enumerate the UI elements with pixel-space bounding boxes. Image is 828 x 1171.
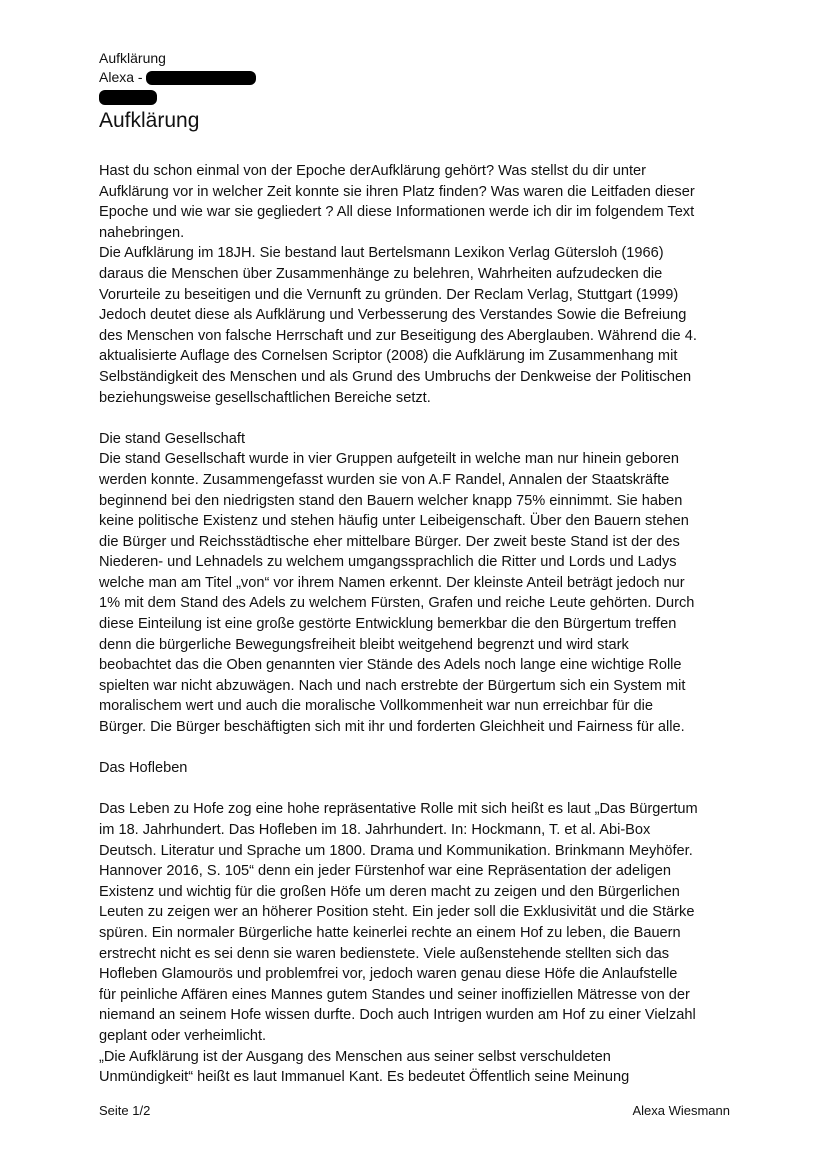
text-line: Leuten zu zeigen wer an höherer Position steht. Ein jeder soll die Exklusivität und die Stärke — [99, 904, 695, 921]
header-subject: Aufklärung — [99, 50, 166, 66]
text-line: Jedoch deutet diese als Aufklärung und Verbesserung des Verstandes Sowie die Befreiung — [99, 307, 687, 324]
text-line: erstrecht nicht es sei denn sie waren bedienstete. Viele außenstehende stellten sich das — [99, 945, 670, 962]
text-line: für peinliche Affären eines Mannes gutem Standes und seiner inoffiziellen Mätresse von der — [99, 986, 690, 1003]
text-line: daraus die Menschen über Zusammenhänge zu belehren, Wahrheiten aufzudecken die — [99, 265, 663, 282]
section-heading: Das Hofleben — [99, 760, 188, 777]
text-line: spüren. Ein normaler Bürgerliche hatte keinerlei rechte an einem Hof zu leben, die Bauern — [99, 924, 681, 941]
redaction-bar — [146, 71, 256, 85]
text-line: Epoche und wie war sie gegliedert ? All diese Informationen werde ich dir im folgendem Text — [99, 204, 695, 221]
text-line: des Menschen von falsche Herrschaft und zur Beseitigung des Aberglauben. Während die 4. — [99, 327, 697, 344]
text-line: keine politische Existenz und stehen häufig unter Leibeigenschaft. Über den Bauern stehen — [99, 513, 689, 530]
header-author-prefix: Alexa - — [99, 69, 143, 85]
section-hofleben — [99, 799, 739, 1087]
text-line: beobachtet das die Oben genannten vier Stände des Adels noch lange eine wichtige Rolle — [99, 657, 682, 674]
text-line: denn die bürgerliche Bewegungsfreiheit bleibt weitgehend begrenzt und wird stark — [99, 636, 629, 653]
text-line: Selbständigkeit des Menschen und als Grund des Umbruchs der Denkweise der Politischen — [99, 368, 692, 385]
text-line: Niederen- und Lehnadels zu welchem umgangssprachlich die Ritter und Lords und Ladys — [99, 554, 677, 571]
redaction-bar — [99, 90, 157, 105]
header-author-line — [99, 68, 256, 86]
footer-page-number: Seite 1/2 — [99, 1103, 151, 1118]
intro-paragraph — [99, 161, 739, 408]
text-line: werden konnte. Zusammengefasst wurden sie von A.F Randel, Annalen der Staatskräfte — [99, 471, 670, 488]
text-line: moralischem wert und auch die moralische Vollkommenheit war nun erreichbar für die — [99, 698, 654, 715]
text-line: geplant oder verheimlicht. — [99, 1027, 267, 1044]
text-line: spielten war nicht abzuwägen. Nach und nach erstrebte der Bürgertum sich ein System mit — [99, 677, 686, 694]
text-line: niemand an seinem Hofe wissen durfte. Doch auch Intrigen wurden am Hof zu einer Vielzahl — [99, 1007, 696, 1024]
text-line: aktualisierte Auflage des Cornelsen Scriptor (2008) die Aufklärung im Zusammenhang mit — [99, 348, 678, 365]
paragraph-gap — [99, 738, 739, 759]
text-line: Bürger. Die Bürger beschäftigten sich mit ihr und forderten Gleichheit und Fairness für alle. — [99, 719, 685, 736]
text-line: Hast du schon einmal von der Epoche derAufklärung gehört? Was stellst du dir unter — [99, 163, 647, 179]
section-stand-gesellschaft — [99, 429, 739, 738]
text-line: diese Einteilung ist eine große gestörte Entwicklung bemerkbar die den Bürgertum treffen — [99, 616, 677, 633]
text-line: Existenz und wichtig für die großen Höfe um deren macht zu zeigen und den Bürgerlichen — [99, 883, 680, 900]
text-line: Aufklärung vor in welcher Zeit konnte sie ihren Platz finden? Was waren die Leitfaden dieser — [99, 183, 695, 200]
text-line: die Bürger und Reichsstädtische eher mittelbare Bürger. Der zweit beste Stand ist der des — [99, 533, 680, 550]
section-heading: Die stand Gesellschaft — [99, 430, 246, 447]
text-line: Hannover 2016, S. 105“ denn ein jeder Fürstenhof war eine Repräsentation der adeligen — [99, 863, 671, 880]
text-line: Das Leben zu Hofe zog eine hohe repräsentative Rolle mit sich heißt es laut „Das Bürgertum — [99, 801, 698, 818]
text-line: 1% mit dem Stand des Adels zu welchem Fürsten, Grafen und reiche Leute gehörten. Durch — [99, 595, 695, 612]
text-line: Hofleben Glamourös und problemfrei vor, jedoch waren genau diese Höfe die Anlaufstelle — [99, 966, 678, 983]
text-line: Die stand Gesellschaft wurde in vier Gruppen aufgeteilt in welche man nur hinein geboren — [99, 451, 680, 468]
text-line: im 18. Jahrhundert. Das Hofleben im 18. Jahrhundert. In: Hockmann, T. et al. Abi-Box — [99, 822, 651, 838]
paragraph-gap — [99, 408, 739, 429]
text-line: Die Aufklärung im 18JH. Sie bestand laut Bertelsmann Lexikon Verlag Gütersloh (1966) — [99, 245, 664, 262]
paragraph-gap — [99, 779, 739, 800]
text-line: „Die Aufklärung ist der Ausgang des Menschen aus seiner selbst verschuldeten — [99, 1048, 611, 1065]
text-line: Unmündigkeit“ heißt es laut Immanuel Kant. Es bedeutet Öffentlich seine Meinung — [99, 1069, 630, 1086]
text-line: Deutsch. Literatur und Sprache um 1800. Drama und Kommunikation. Brinkmann Meyhöfer. — [99, 842, 693, 859]
footer-author: Alexa Wiesmann — [632, 1103, 730, 1118]
text-line: nahebringen. — [99, 224, 185, 241]
text-line: welche man am Titel „von“ vor ihrem Namen erkennt. Der kleinste Anteil beträgt jedoch nur — [99, 574, 685, 591]
text-line: beginnend bei den niedrigsten stand den Bauern welcher knapp 75% einnimmt. Sie haben — [99, 492, 683, 509]
document-body — [99, 161, 739, 1088]
text-line: beziehungsweise gesellschaftlichen Bereiche setzt. — [99, 389, 431, 406]
document-title: Aufklärung — [99, 109, 200, 132]
text-line: Vorurteile zu beseitigen und die Vernunft zu gründen. Der Reclam Verlag, Stuttgart (1999) — [99, 286, 679, 303]
